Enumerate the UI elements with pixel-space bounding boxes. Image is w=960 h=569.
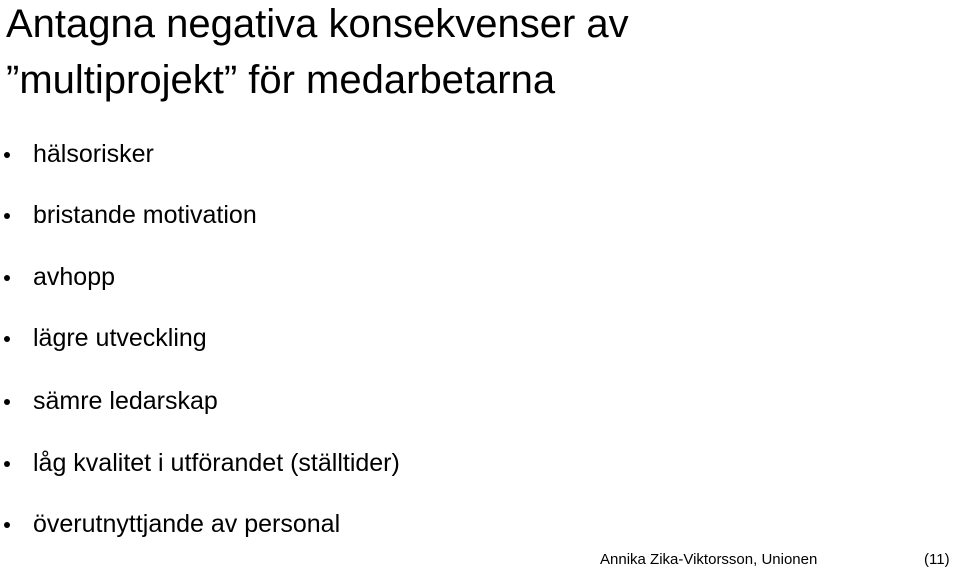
bullet-text: hälsorisker [33, 140, 154, 168]
bullet-text: låg kvalitet i utförandet (ställtider) [33, 449, 400, 477]
bullet-text: bristande motivation [33, 201, 257, 229]
bullet-text: avhopp [33, 263, 116, 291]
slide-title [6, 0, 629, 108]
bullet-text: lägre utveckling [33, 324, 207, 352]
bullet-dot-icon [4, 399, 10, 405]
bullet-text: sämre ledarskap [33, 387, 218, 415]
bullet-dot-icon [4, 522, 10, 528]
page-number: (11) [924, 551, 950, 568]
footer-author: Annika Zika-Viktorsson, Unionen [600, 551, 818, 568]
bullet-text: överutnyttjande av personal [33, 510, 341, 538]
slide-title-line-1: Antagna negativa konsekvenser av [6, 2, 629, 46]
bullet-dot-icon [4, 336, 10, 342]
slide-title-line-2: ”multiprojekt” för medarbetarna [6, 58, 556, 102]
bullet-dot-icon [4, 461, 10, 467]
bullet-dot-icon [4, 275, 10, 281]
bullet-dot-icon [4, 152, 10, 158]
bullet-dot-icon [4, 213, 10, 219]
